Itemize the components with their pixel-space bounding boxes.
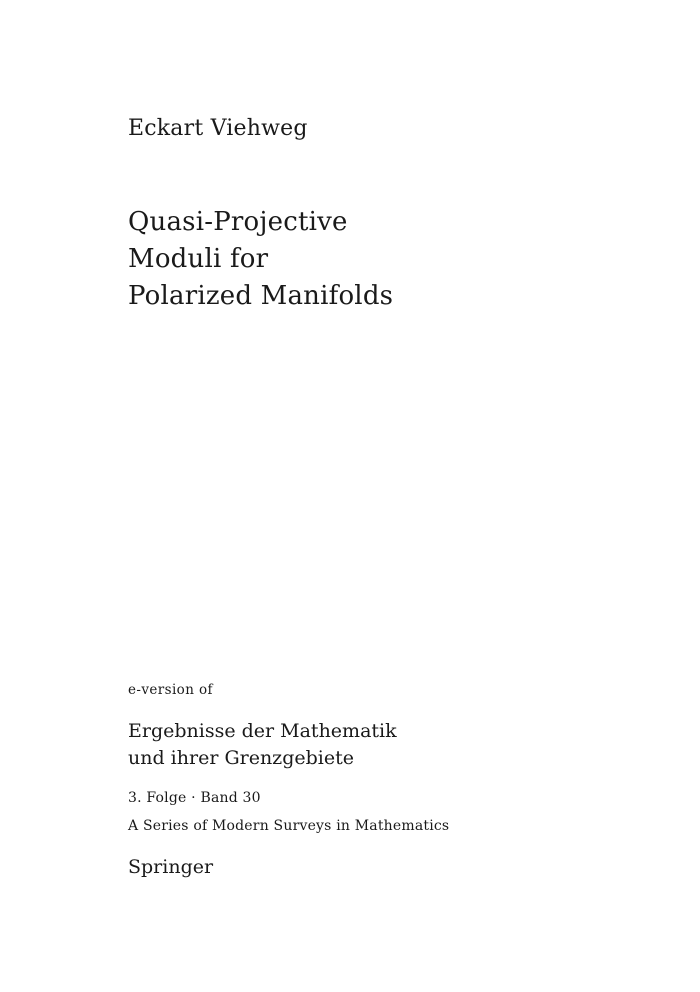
series-name bbox=[128, 718, 397, 772]
publisher-name: Springer bbox=[128, 856, 214, 878]
series-name-line-2: und ihrer Grenzgebiete bbox=[128, 747, 354, 769]
book-title-line-3: Polarized Manifolds bbox=[128, 281, 394, 311]
series-subtitle: A Series of Modern Surveys in Mathematics bbox=[128, 818, 450, 834]
series-intro: e-version of bbox=[128, 682, 213, 698]
series-volume: 3. Folge · Band 30 bbox=[128, 790, 261, 806]
author-name: Eckart Viehweg bbox=[128, 116, 308, 141]
book-title bbox=[128, 204, 393, 315]
book-title-line-2: Moduli for bbox=[128, 244, 269, 274]
series-name-line-1: Ergebnisse der Mathematik bbox=[128, 720, 397, 742]
book-title-line-1: Quasi-Projective bbox=[128, 207, 348, 237]
